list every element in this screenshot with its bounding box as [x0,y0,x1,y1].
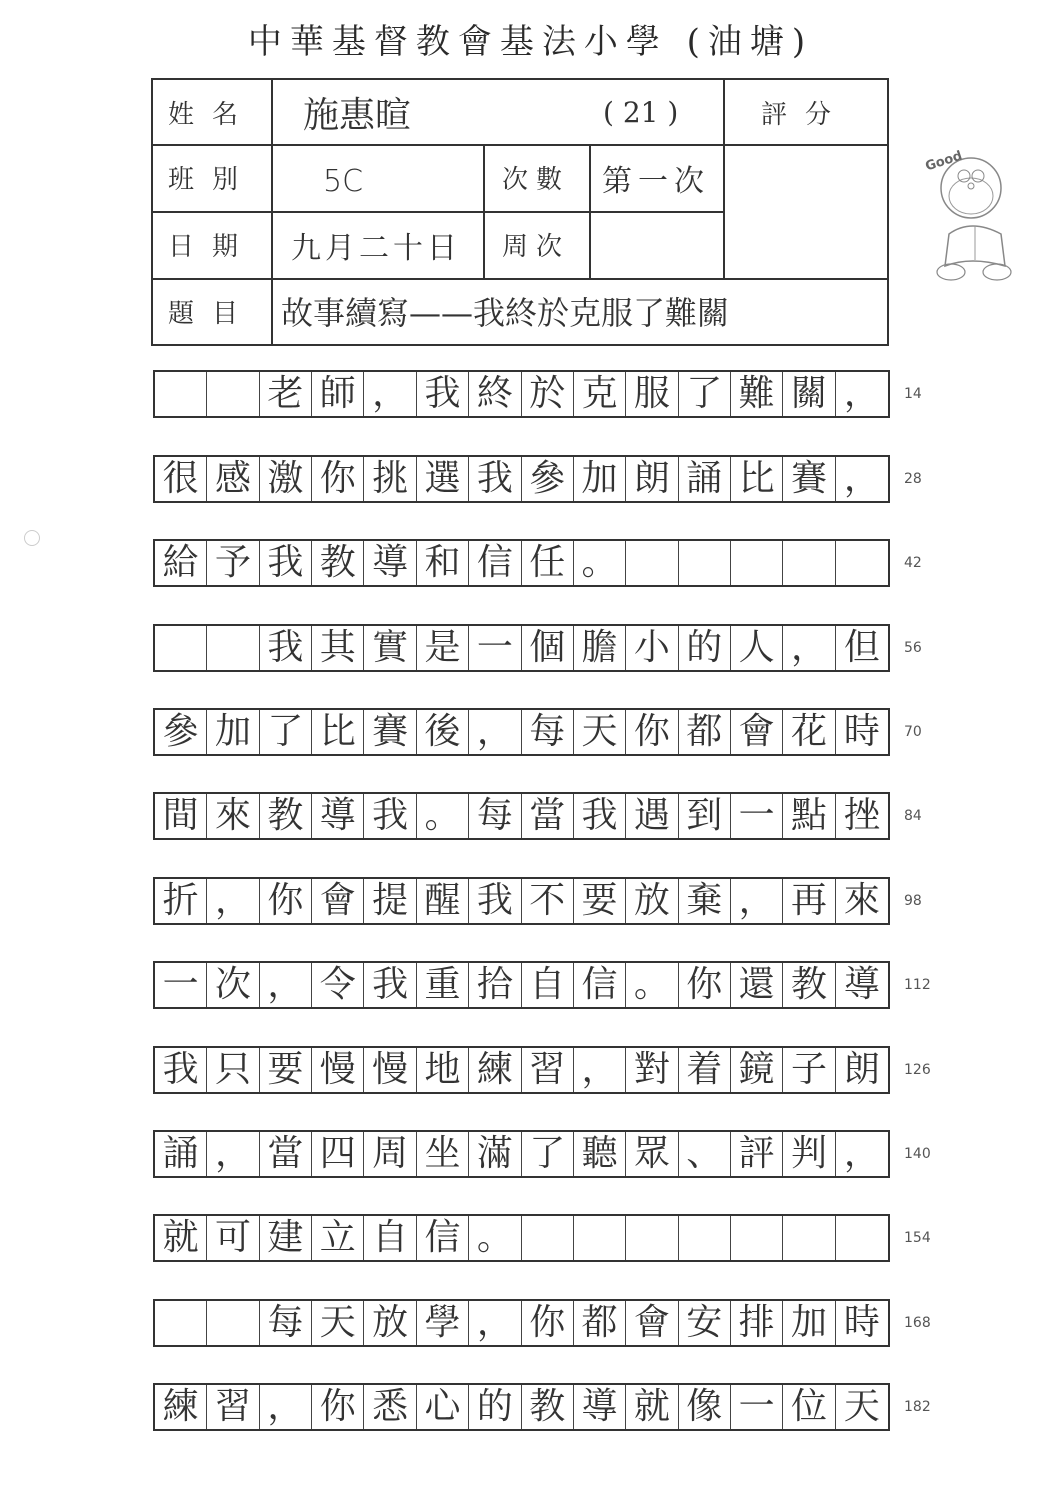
grid-square: 於 [522,372,574,416]
row-character-count: 168 [904,1315,931,1331]
grid-square: 實 [364,626,416,670]
grid-square: 可 [207,1216,259,1260]
grid-square: 會 [626,1301,678,1345]
grid-square: 誦 [155,1132,207,1176]
grid-square: 就 [626,1385,678,1429]
grid-square: 一 [155,963,207,1007]
grid-square [155,626,207,670]
grid-square: 都 [679,710,731,754]
grid-square: ， [574,1048,626,1092]
grid-square: 拾 [469,963,521,1007]
grid-square: 來 [207,794,259,838]
grid-square: 老 [260,372,312,416]
grid-square: 重 [417,963,469,1007]
grid-square: 其 [312,626,364,670]
grid-square: 每 [522,710,574,754]
grid-row [153,792,890,840]
grid-square: 聽 [574,1132,626,1176]
info-header-table [151,78,889,346]
grid-square: 都 [574,1301,626,1345]
score-label: 評分 [760,99,849,130]
grid-square: 導 [843,964,880,1005]
grid-square: 我 [417,372,469,416]
grid-square: 四 [312,1132,364,1176]
grid-square: 評 [731,1132,783,1176]
binder-hole [24,530,40,546]
grid-square: 服 [626,372,678,416]
grid-square: 一 [469,626,521,670]
grid-square: 導 [574,1385,626,1429]
grid-square: 參 [522,457,574,501]
grid-square: 點 [783,794,835,838]
grid-square: 每 [469,794,521,838]
grid-square: 自 [522,963,574,1007]
grid-square: 折 [155,879,207,923]
grid-square: 來 [843,880,880,921]
grid-square: ， [843,1133,880,1174]
grid-square: 我 [155,1048,207,1092]
grid-square [679,1216,731,1260]
grid-square: 一 [731,794,783,838]
grid-square: 導 [312,794,364,838]
grid-square: 我 [574,794,626,838]
grid-square: 克 [574,372,626,416]
name-label: 姓名 [167,99,256,130]
grid-square: 的 [679,626,731,670]
attempt-value: 第一次 [602,163,710,199]
date-value: 九月二十日 [291,230,461,266]
row-character-count: 154 [904,1230,931,1246]
grid-square: ， [469,1301,521,1345]
row-character-count: 140 [904,1146,931,1162]
grid-square [574,1216,626,1260]
grid-square: 、 [679,1132,731,1176]
grid-square: 花 [783,710,835,754]
grid-square: 朗 [626,457,678,501]
grid-row [153,370,890,418]
grid-square [783,1216,835,1260]
grid-square: 次 [207,963,259,1007]
grid-square: 激 [260,457,312,501]
grid-square: 還 [731,963,783,1007]
grid-square: 醒 [417,879,469,923]
row-character-count: 112 [904,977,931,993]
row-character-count: 28 [904,471,922,487]
grid-square: 習 [207,1385,259,1429]
grid-square: 你 [312,457,364,501]
grid-square: 挑 [364,457,416,501]
grid-square: 再 [783,879,835,923]
grid-square [626,1216,678,1260]
grid-square: 就 [155,1216,207,1260]
name-value: 施惠暄 [303,94,412,136]
grid-square: 要 [260,1048,312,1092]
grid-square: 你 [522,1301,574,1345]
grid-square: 。 [417,794,469,838]
grid-square: 師 [312,372,364,416]
grid-square: 習 [522,1048,574,1092]
grid-square: 我 [260,626,312,670]
week-value [589,211,723,278]
row-character-count: 56 [904,640,922,656]
school-title: 中華基督教會基法小學 (油塘) [247,22,814,62]
grid-square: 建 [260,1216,312,1260]
grid-row [153,1214,890,1262]
grid-square: 慢 [364,1048,416,1092]
grid-square: 賽 [364,710,416,754]
grid-square: 朗 [843,1049,880,1090]
grid-square: 膽 [574,626,626,670]
grid-square: 。 [626,963,678,1007]
grid-square: 加 [574,457,626,501]
grid-square: 了 [522,1132,574,1176]
grid-square: 我 [364,963,416,1007]
grid-square: 個 [522,626,574,670]
grid-square: 給 [155,541,207,585]
grid-square: 我 [260,541,312,585]
grid-square: 予 [207,541,259,585]
grid-square: ， [843,458,880,499]
grid-row [153,624,890,672]
grid-square: 只 [207,1048,259,1092]
grid-square: 挫 [843,795,880,836]
topic-label: 題目 [167,298,256,329]
grid-row [153,539,890,587]
grid-square: 慢 [312,1048,364,1092]
grid-square: 鏡 [731,1048,783,1092]
grid-square: 當 [522,794,574,838]
grid-square: 悉 [364,1385,416,1429]
grid-square [679,541,731,585]
grid-square: 教 [522,1385,574,1429]
grid-square [836,541,888,585]
grid-square: 周 [364,1132,416,1176]
grid-square: 信 [469,541,521,585]
grid-square: 令 [312,963,364,1007]
grid-row [153,1130,890,1178]
grid-square: 你 [312,1385,364,1429]
grid-square: ， [783,626,835,670]
grid-square: 賽 [783,457,835,501]
row-character-count: 70 [904,724,922,740]
grid-square: 終 [469,372,521,416]
grid-square: 提 [364,879,416,923]
attempt-label: 次數 [501,165,570,195]
grid-row [153,1299,890,1347]
row-character-count: 14 [904,386,922,402]
grid-square: 放 [626,879,678,923]
grid-square: 難 [731,372,783,416]
grid-square: 立 [312,1216,364,1260]
date-label: 日期 [167,232,256,262]
grid-square: 練 [155,1385,207,1429]
grid-square: 着 [679,1048,731,1092]
grid-square: 會 [731,710,783,754]
grid-square: 加 [207,710,259,754]
sticker-text: Good [923,148,965,175]
grid-square: 子 [783,1048,835,1092]
grid-square: 遇 [626,794,678,838]
grid-square: 安 [679,1301,731,1345]
grid-square: 對 [626,1048,678,1092]
grid-square [522,1216,574,1260]
grid-row [153,877,890,925]
grid-square: 比 [731,457,783,501]
row-character-count: 182 [904,1399,931,1415]
grid-square: 到 [679,794,731,838]
row-character-count: 126 [904,1062,931,1078]
student-number: ( 21 ) [603,95,679,129]
grid-square [155,1301,207,1345]
grid-square: 。 [469,1216,521,1260]
grid-square: 不 [522,879,574,923]
grid-square: 一 [731,1385,783,1429]
grid-square: 會 [312,879,364,923]
grid-square: 位 [783,1385,835,1429]
grid-square [207,1301,259,1345]
grid-square: ， [207,879,259,923]
grid-square [626,541,678,585]
good-sticker [915,138,1035,288]
grid-square: 每 [260,1301,312,1345]
grid-square: 了 [679,372,731,416]
grid-square: 要 [574,879,626,923]
grid-square: 當 [260,1132,312,1176]
grid-square: 教 [783,963,835,1007]
grid-row [153,961,890,1009]
grid-square: 滿 [469,1132,521,1176]
grid-square: 我 [364,794,416,838]
grid-square: 你 [260,879,312,923]
grid-square: 自 [364,1216,416,1260]
grid-square: 坐 [417,1132,469,1176]
grid-square: ， [260,963,312,1007]
grid-square: 教 [312,541,364,585]
grid-square: 我 [469,457,521,501]
grid-square: 是 [417,626,469,670]
grid-square: 像 [679,1385,731,1429]
grid-square: 時 [843,711,880,752]
grid-square [731,541,783,585]
grid-square: ， [260,1385,312,1429]
row-character-count: 98 [904,893,922,909]
grid-square: 信 [574,963,626,1007]
grid-square: 練 [469,1048,521,1092]
grid-square: 比 [312,710,364,754]
grid-square: 時 [843,1302,880,1343]
week-label: 周次 [501,232,570,262]
class-value: 5C [323,164,364,199]
grid-square: 排 [731,1301,783,1345]
grid-square [207,372,259,416]
grid-square: 人 [731,626,783,670]
grid-square: 參 [155,710,207,754]
grid-square: 選 [417,457,469,501]
row-character-count: 42 [904,555,922,571]
grid-square: 我 [469,879,521,923]
grid-square: ， [731,879,783,923]
grid-square: 天 [574,710,626,754]
grid-square: ， [469,710,521,754]
grid-square: ， [364,372,416,416]
grid-square: 天 [843,1386,880,1427]
grid-square: 了 [260,710,312,754]
class-label: 班別 [167,165,256,195]
grid-square: 的 [469,1385,521,1429]
grid-square: 。 [574,541,626,585]
grid-row [153,1046,890,1094]
grid-square: 你 [679,963,731,1007]
grid-square: 後 [417,710,469,754]
grid-square: 任 [522,541,574,585]
grid-square: 感 [207,457,259,501]
grid-square: 判 [783,1132,835,1176]
grid-square: 心 [417,1385,469,1429]
grid-row [153,455,890,503]
grid-square: 導 [364,541,416,585]
grid-square: ， [207,1132,259,1176]
topic-value: 故事續寫——我終於克服了難關 [281,294,730,332]
grid-square: 關 [783,372,835,416]
grid-square: 放 [364,1301,416,1345]
grid-square [783,541,835,585]
grid-square [731,1216,783,1260]
grid-square: 天 [312,1301,364,1345]
grid-square: 誦 [679,457,731,501]
grid-square: 棄 [679,879,731,923]
grid-square: ， [843,373,880,414]
grid-square: 小 [626,626,678,670]
grid-square: 但 [843,627,880,668]
grid-row [153,1383,890,1431]
grid-square: 眾 [626,1132,678,1176]
grid-square: 加 [783,1301,835,1345]
grid-square: 學 [417,1301,469,1345]
grid-square: 教 [260,794,312,838]
row-character-count: 84 [904,808,922,824]
grid-square: 地 [417,1048,469,1092]
grid-square [207,626,259,670]
grid-square: 和 [417,541,469,585]
grid-square: 你 [626,710,678,754]
grid-square [155,372,207,416]
grid-square: 間 [155,794,207,838]
grid-square [836,1216,888,1260]
grid-row [153,708,890,756]
grid-square: 很 [155,457,207,501]
grid-square: 信 [417,1216,469,1260]
